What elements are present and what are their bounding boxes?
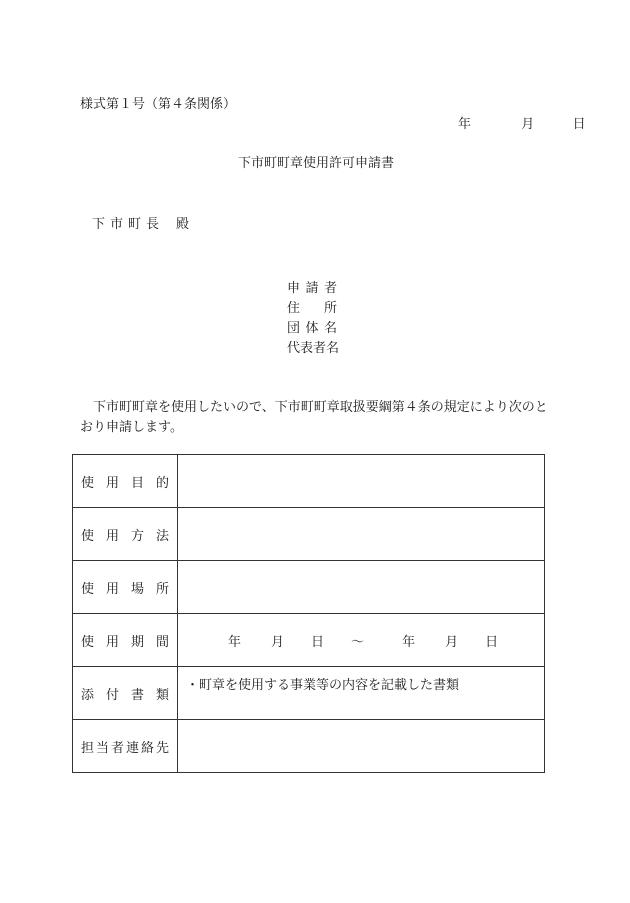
method-field[interactable] bbox=[178, 508, 545, 561]
applicant-block bbox=[287, 278, 347, 358]
table-row-period bbox=[73, 614, 545, 667]
representative-label: 代表者名 bbox=[287, 340, 340, 356]
date-line bbox=[458, 118, 586, 131]
method-label: 使用方法 bbox=[81, 528, 169, 544]
applicant-row-organization bbox=[287, 318, 347, 338]
period-start-year: 年 bbox=[228, 634, 242, 650]
addressee bbox=[92, 218, 189, 231]
applicant-row-address bbox=[287, 298, 347, 318]
period-start-day: 日 bbox=[311, 634, 325, 650]
period-field[interactable] bbox=[178, 614, 545, 667]
attachments-label: 添付書類 bbox=[81, 687, 169, 703]
form-number: 様式第１号（第４条関係） bbox=[80, 97, 237, 112]
table-row-contact bbox=[73, 720, 545, 773]
application-table bbox=[72, 454, 545, 773]
date-year: 年 bbox=[458, 117, 472, 132]
document-title: 下市町町章使用許可申請書 bbox=[238, 156, 395, 171]
applicant-row-applicant bbox=[287, 278, 347, 298]
place-field[interactable] bbox=[178, 561, 545, 614]
period-end-month: 月 bbox=[445, 634, 459, 650]
period-separator: 〜 bbox=[351, 634, 365, 650]
address-label: 住所 bbox=[287, 300, 337, 316]
table-row-place bbox=[73, 561, 545, 614]
attachments-field[interactable] bbox=[178, 667, 545, 720]
table-row-attachments bbox=[73, 667, 545, 720]
place-label: 使用場所 bbox=[81, 581, 169, 597]
date-month: 月 bbox=[521, 117, 535, 132]
period-range bbox=[178, 631, 544, 650]
addressee-name: 下市町長 bbox=[92, 217, 165, 232]
body-text-block bbox=[80, 398, 550, 438]
applicant-row-representative bbox=[287, 338, 347, 358]
table-row-purpose bbox=[73, 455, 545, 508]
table-row-method bbox=[73, 508, 545, 561]
contact-field[interactable] bbox=[178, 720, 545, 773]
period-label: 使用期間 bbox=[81, 634, 169, 650]
addressee-honorific: 殿 bbox=[176, 217, 190, 232]
organization-label: 団体名 bbox=[287, 320, 337, 336]
date-day: 日 bbox=[572, 117, 586, 132]
period-end-day: 日 bbox=[485, 634, 499, 650]
purpose-field[interactable] bbox=[178, 455, 545, 508]
attachment-item: ・町章を使用する事業等の内容を記載した書類 bbox=[186, 678, 460, 693]
purpose-label: 使用目的 bbox=[81, 475, 169, 491]
body-text: 下市町町章を使用したいので、下市町町章取扱要綱第４条の規定により次のとおり申請します。 bbox=[80, 400, 548, 435]
period-start-month: 月 bbox=[271, 634, 285, 650]
applicant-label: 申請者 bbox=[287, 280, 337, 296]
period-end-year: 年 bbox=[402, 634, 416, 650]
contact-label: 担当者連絡先 bbox=[81, 740, 169, 756]
